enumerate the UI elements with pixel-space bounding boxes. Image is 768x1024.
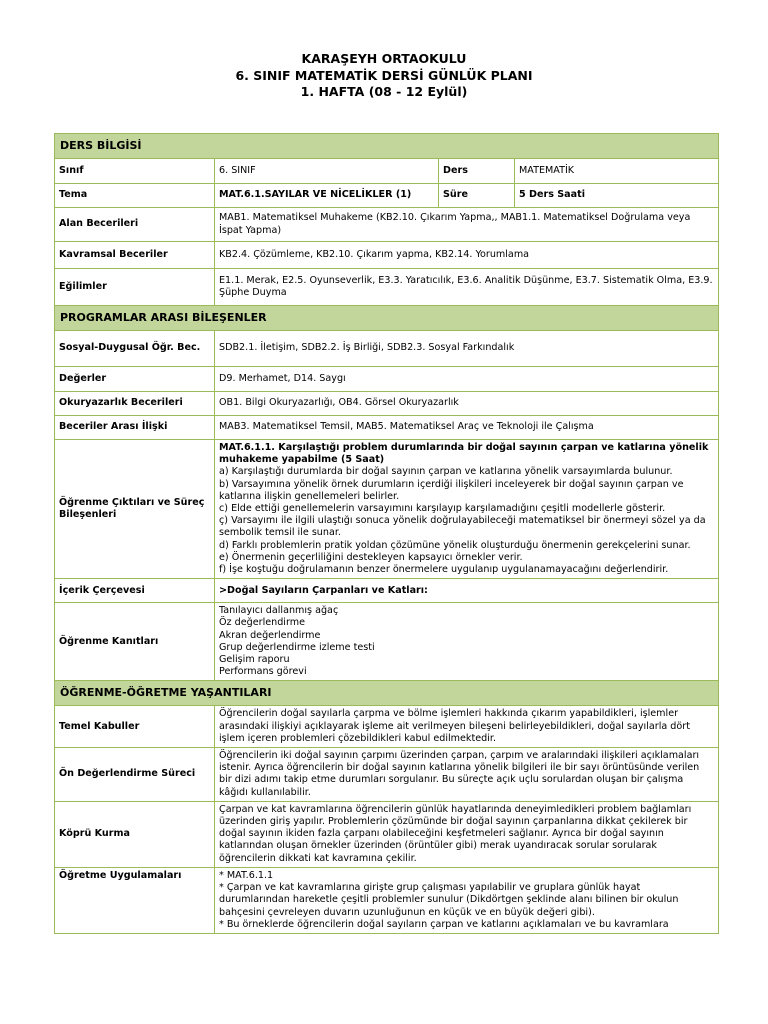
section-yasantilar bbox=[55, 681, 719, 706]
section-title: PROGRAMLAR ARASI BİLEŞENLER bbox=[55, 306, 719, 331]
row-icerik bbox=[55, 579, 719, 603]
document-header bbox=[0, 51, 768, 101]
tema-label: Tema bbox=[55, 184, 215, 208]
temel-value: Öğrencilerin doğal sayılarla çarpma ve bölme işlemleri hakkında çıkarım yapabildikleri, işlemler arasındaki ilişkiyi açıklayarak işleme ait verilmeyen bileşeni belirleyebildikleri, doğal sayılarla dört işlem içeren problemleri çözebildikleri kabul edilmektedir. bbox=[215, 706, 719, 748]
on-label: Ön Değerlendirme Süreci bbox=[55, 748, 215, 802]
alan-label: Alan Becerileri bbox=[55, 208, 215, 242]
ogrenme-item: d) Farklı problemlerin pratik yoldan çözümüne yönelik oluşturduğu önermenin gerekçelerini sunar. bbox=[219, 539, 691, 551]
row-degerler bbox=[55, 367, 719, 392]
kanit-value bbox=[215, 603, 719, 681]
row-kavramsal bbox=[55, 242, 719, 269]
ogrenme-value bbox=[215, 440, 719, 579]
row-alan bbox=[55, 208, 719, 242]
kanit-item: Tanılayıcı dallanmış ağaç bbox=[219, 605, 339, 617]
ogrenme-item: f) İşe koştuğu doğrulamanın benzer önermelere uygulanıp uygulanamayacağını değerlendirir. bbox=[219, 564, 669, 576]
uygulama-item: * Çarpan ve kat kavramlarına girişte grup çalışması yapılabilir ve gruplara günlük hayat durumlarından hareketle çeşitli problemler sunulur (Dikdörtgen şeklinde alanı bilinen bir okulun bahçesini çevreleyen duvarın uzunluğunun en küçük ve en büyük değeri gibi). bbox=[219, 882, 679, 918]
degerler-label: Değerler bbox=[55, 367, 215, 392]
section-ders-bilgisi bbox=[55, 134, 719, 159]
egilimler-label: Eğilimler bbox=[55, 269, 215, 306]
school-name: KARAŞEYH ORTAOKULU bbox=[301, 51, 467, 66]
sinif-label: Sınıf bbox=[55, 159, 215, 184]
kanit-item: Öz değerlendirme bbox=[219, 617, 305, 629]
lesson-plan-table bbox=[54, 133, 719, 934]
row-okuryazarlik bbox=[55, 392, 719, 416]
tema-value: MAT.6.1.SAYILAR VE NİCELİKLER (1) bbox=[215, 184, 439, 208]
kanit-item: Performans görevi bbox=[219, 666, 307, 678]
uygulama-item: * Bu örneklerde öğrencilerin doğal sayıların çarpan ve katlarını açıklamaları ve bu kavramlara bbox=[219, 918, 669, 930]
kopru-label: Köprü Kurma bbox=[55, 801, 215, 867]
row-sinif bbox=[55, 159, 719, 184]
row-kanitlar bbox=[55, 603, 719, 681]
kanit-item: Akran değerlendirme bbox=[219, 629, 321, 641]
degerler-value: D9. Merhamet, D14. Saygı bbox=[215, 367, 719, 392]
ogrenme-item: b) Varsayımına yönelik örnek durumların içerdiği ilişkileri inceleyerek bir doğal sayının çarpan ve katlarına ilişkin genellemeleri belirler. bbox=[219, 478, 684, 502]
sosyal-value: SDB2.1. İletişim, SDB2.2. İş Birliği, SDB2.3. Sosyal Farkındalık bbox=[215, 331, 719, 367]
sosyal-label: Sosyal-Duygusal Öğr. Bec. bbox=[55, 331, 215, 367]
sinif-value: 6. SINIF bbox=[215, 159, 439, 184]
ogrenme-item: ç) Varsayımı ile ilgili ulaştığı sonuca yönelik doğrulayabileceği matematiksel bir önermeyi sözel ya da sembolik temsil ile sunar. bbox=[219, 515, 706, 539]
row-uygulama bbox=[55, 867, 719, 933]
week-info: 1. HAFTA (08 - 12 Eylül) bbox=[300, 84, 468, 99]
uygulama-item: * MAT.6.1.1 bbox=[219, 869, 274, 881]
egilimler-value: E1.1. Merak, E2.5. Oyunseverlik, E3.3. Yaratıcılık, E3.6. Analitik Düşünme, E3.7. Sistematik Olma, E3.9. Şüphe Duyma bbox=[215, 269, 719, 306]
row-tema bbox=[55, 184, 719, 208]
kavramsal-label: Kavramsal Beceriler bbox=[55, 242, 215, 269]
row-on-degerlendirme bbox=[55, 748, 719, 802]
okuryazarlik-label: Okuryazarlık Becerileri bbox=[55, 392, 215, 416]
ogrenme-item: e) Önermenin geçerliliğini destekleyen kapsayıcı örnekler verir. bbox=[219, 551, 523, 563]
row-beceriler bbox=[55, 416, 719, 440]
icerik-value: >Doğal Sayıların Çarpanları ve Katları: bbox=[215, 579, 719, 603]
section-programlar bbox=[55, 306, 719, 331]
alan-value: MAB1. Matematiksel Muhakeme (KB2.10. Çıkarım Yapma,, MAB1.1. Matematiksel Doğrulama veya İspat Yapma) bbox=[215, 208, 719, 242]
row-egilimler bbox=[55, 269, 719, 306]
beceriler-label: Beceriler Arası İlişki bbox=[55, 416, 215, 440]
row-ogrenme-ciktilari bbox=[55, 440, 719, 579]
ogrenme-item: c) Elde ettiği genellemelerin varsayımını karşılayıp karşılamadığını çeşitli modellerle gösterir. bbox=[219, 503, 666, 515]
kanit-label: Öğrenme Kanıtları bbox=[55, 603, 215, 681]
kanit-item: Gelişim raporu bbox=[219, 654, 290, 666]
icerik-label: İçerik Çerçevesi bbox=[55, 579, 215, 603]
row-temel bbox=[55, 706, 719, 748]
kanit-item: Grup değerlendirme izleme testi bbox=[219, 641, 375, 653]
row-kopru bbox=[55, 801, 719, 867]
beceriler-value: MAB3. Matematiksel Temsil, MAB5. Matematiksel Araç ve Teknoloji ile Çalışma bbox=[215, 416, 719, 440]
ogrenme-heading: MAT.6.1.1. Karşılaştığı problem durumlarında bir doğal sayının çarpan ve katlarına yönelik muhakeme yapabilme (5 Saat) bbox=[219, 442, 709, 466]
section-title: ÖĞRENME-ÖĞRETME YAŞANTILARI bbox=[55, 681, 719, 706]
on-value: Öğrencilerin iki doğal sayının çarpımı üzerinden çarpan, çarpım ve aralarındaki ilişkileri açıklamaları istenir. Ayrıca öğrencilerin bir doğal sayının katlarına yönelik bilgileri ile bir sayı örüntüsünde verilen bir dizi adımı takip etme durumları sorgulanır. Bu süreçte açık uçlu sorulardan oluşan bir çalışma kâğıdı kullanılabilir. bbox=[215, 748, 719, 802]
plan-title: 6. SINIF MATEMATİK DERSİ GÜNLÜK PLANI bbox=[235, 67, 533, 83]
uygulama-value bbox=[215, 867, 719, 933]
ogrenme-label: Öğrenme Çıktıları ve Süreç Bileşenleri bbox=[55, 440, 215, 579]
ogrenme-item: a) Karşılaştığı durumlarda bir doğal sayının çarpan ve katlarına yönelik varsayımlarda bulunur. bbox=[219, 466, 673, 478]
kopru-value: Çarpan ve kat kavramlarına öğrencilerin günlük hayatlarında deneyimledikleri problem bağlamları üzerinden giriş yapılır. Problemlerin çözümünde bir doğal sayının çarpanlarına dikkat çekilerek bir doğal sayının ikiden fazla çarpanı olabileceğini keşfetmeleri sağlanır. Ayrıca bir doğal sayının katlarından oluşan örnekler üzerinden (örüntüler gibi) merak uyandıracak sorular sorularak öğrencilerin dikkati kat kavramına çekilir. bbox=[215, 801, 719, 867]
ders-label: Ders bbox=[439, 159, 515, 184]
sure-label: Süre bbox=[439, 184, 515, 208]
row-sosyal bbox=[55, 331, 719, 367]
uygulama-label: Öğretme Uygulamaları bbox=[55, 867, 215, 933]
section-title: DERS BİLGİSİ bbox=[55, 134, 719, 159]
ders-value: MATEMATİK bbox=[515, 159, 719, 184]
temel-label: Temel Kabuller bbox=[55, 706, 215, 748]
sure-value: 5 Ders Saati bbox=[515, 184, 719, 208]
kavramsal-value: KB2.4. Çözümleme, KB2.10. Çıkarım yapma, KB2.14. Yorumlama bbox=[215, 242, 719, 269]
okuryazarlik-value: OB1. Bilgi Okuryazarlığı, OB4. Görsel Okuryazarlık bbox=[215, 392, 719, 416]
